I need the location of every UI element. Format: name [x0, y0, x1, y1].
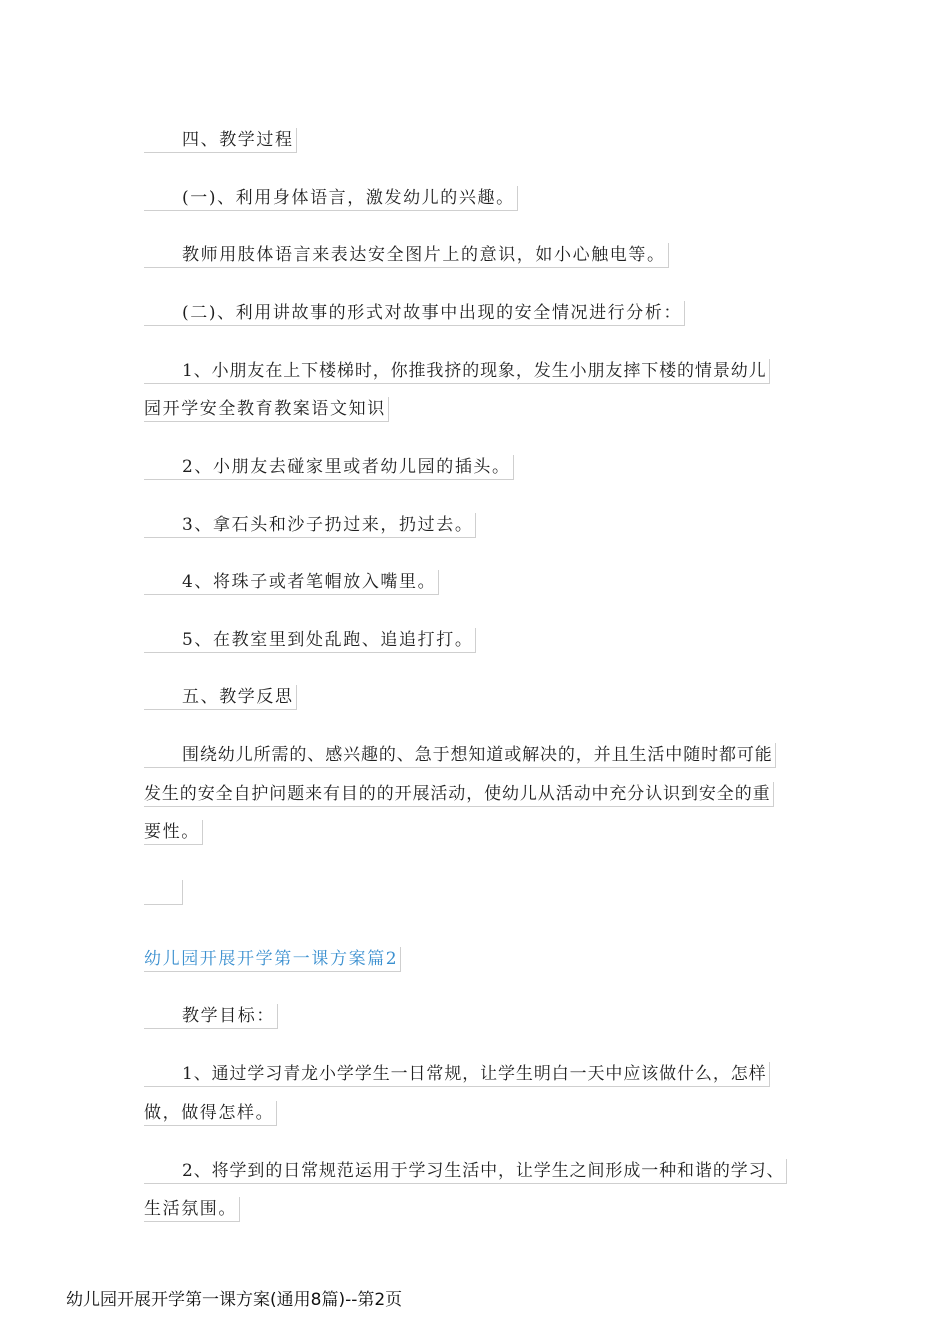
next-article-title-link[interactable]: 幼儿园开展开学第一课方案篇2: [144, 947, 401, 972]
page-footer: 幼儿园开展开学第一课方案(通用8篇)--第2页: [66, 1290, 403, 1310]
list-item-1-line-2: 园开学安全教育教案语文知识: [144, 397, 389, 422]
goal-2-line-1: 2、将学到的日常规范运用于学习生活中，让学生之间形成一种和谐的学习、: [144, 1159, 787, 1184]
list-item-5: 5、在教室里到处乱跑、追追打打。: [144, 628, 476, 653]
list-item-2: 2、小朋友去碰家里或者幼儿园的插头。: [144, 455, 514, 480]
reflection-line-2: 发生的安全自护问题来有目的的开展活动，使幼儿从活动中充分认识到安全的重: [144, 782, 774, 807]
empty-text-box: [144, 880, 183, 905]
reflection-line-1: 围绕幼儿所需的、感兴趣的、急于想知道或解决的，并且生活中随时都可能: [144, 743, 776, 768]
paragraph-teacher-gesture: 教师用肢体语言来表达安全图片上的意识，如小心触电等。: [144, 243, 669, 268]
subsection-body-language: (一)、利用身体语言，激发幼儿的兴趣。: [144, 186, 518, 211]
list-item-3: 3、拿石头和沙子扔过来，扔过去。: [144, 513, 476, 538]
list-item-1-line-1: 1、小朋友在上下楼梯时，你推我挤的现象，发生小朋友摔下楼的情景幼儿: [144, 359, 770, 384]
list-item-4: 4、将珠子或者笔帽放入嘴里。: [144, 570, 439, 595]
teaching-goals-label: 教学目标：: [144, 1004, 278, 1029]
subsection-storytelling: (二)、利用讲故事的形式对故事中出现的安全情况进行分析：: [144, 301, 685, 326]
goal-1-line-1: 1、通过学习青龙小学学生一日常规，让学生明白一天中应该做什么，怎样: [144, 1062, 770, 1087]
section-heading-reflection: 五、教学反思: [144, 685, 297, 710]
goal-2-line-2: 生活氛围。: [144, 1197, 240, 1222]
section-heading-process: 四、教学过程: [144, 128, 297, 153]
reflection-line-3: 要性。: [144, 820, 203, 845]
goal-1-line-2: 做，做得怎样。: [144, 1101, 277, 1126]
